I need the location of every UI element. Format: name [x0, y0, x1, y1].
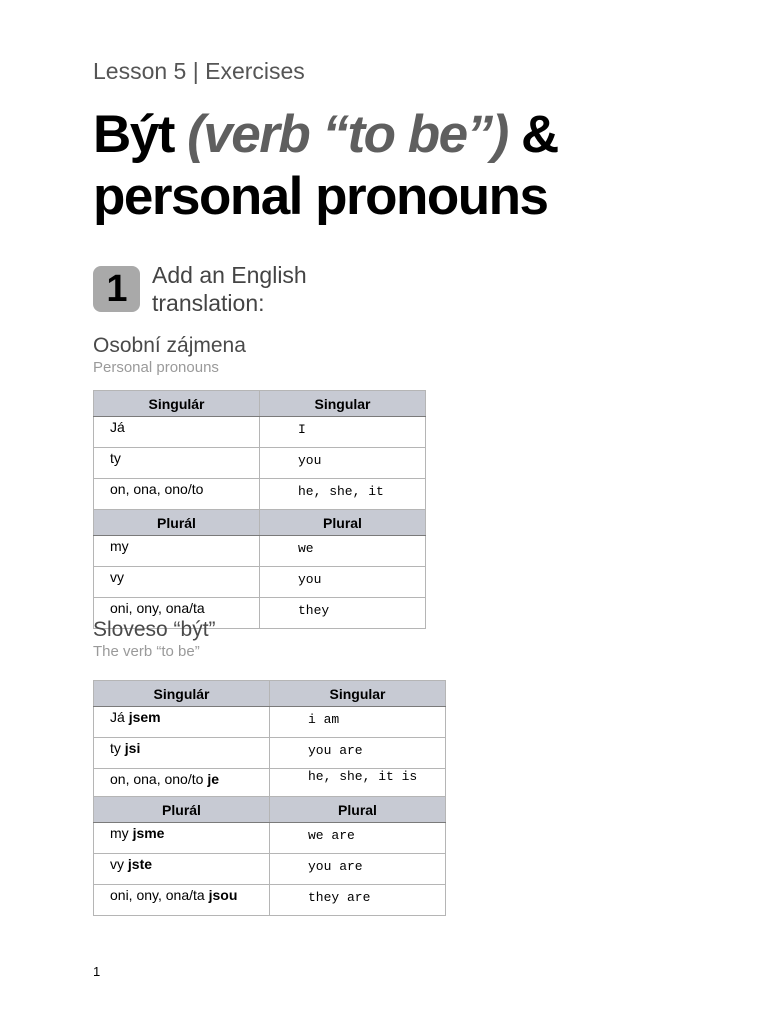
- czech-cell: ty: [94, 448, 260, 479]
- section-2-subtitle: The verb “to be”: [93, 643, 200, 660]
- column-header: Singular: [270, 681, 446, 707]
- english-answer-cell[interactable]: you are: [270, 738, 446, 769]
- table-row: [94, 536, 426, 567]
- english-answer-cell[interactable]: you are: [270, 854, 446, 885]
- czech-cell: [94, 823, 270, 854]
- column-header: Singulár: [94, 391, 260, 417]
- verb-form: jsou: [208, 887, 238, 903]
- verb-form: je: [207, 771, 219, 787]
- exercise-number-badge: 1: [93, 266, 140, 312]
- table-row: [94, 823, 446, 854]
- exercise-instruction: [152, 261, 307, 317]
- czech-cell: oni, ony, ona/ta: [94, 598, 260, 629]
- czech-cell: [94, 707, 270, 738]
- english-answer-cell[interactable]: you: [260, 567, 426, 598]
- page-title: [93, 104, 558, 228]
- personal-pronouns-table: [93, 390, 426, 629]
- english-answer-cell[interactable]: i am: [270, 707, 446, 738]
- czech-cell: [94, 769, 270, 797]
- table-row: [94, 854, 446, 885]
- table-row: [94, 479, 426, 510]
- title-line-1: [93, 104, 558, 166]
- pronoun-text: ty: [110, 740, 125, 756]
- english-answer-cell[interactable]: he, she, it: [260, 479, 426, 510]
- czech-cell: my: [94, 536, 260, 567]
- table-row: [94, 769, 446, 797]
- instruction-line-1: Add an English: [152, 262, 307, 288]
- czech-cell: vy: [94, 567, 260, 598]
- english-answer-cell[interactable]: we: [260, 536, 426, 567]
- title-ampersand: &: [507, 105, 558, 164]
- table-row: [94, 417, 426, 448]
- pronoun-text: vy: [110, 856, 128, 872]
- english-answer-cell[interactable]: they: [260, 598, 426, 629]
- table-row: [94, 567, 426, 598]
- english-answer-cell[interactable]: you: [260, 448, 426, 479]
- table-row: [94, 448, 426, 479]
- table-row: [94, 707, 446, 738]
- table-row: [94, 885, 446, 916]
- pronoun-text: my: [110, 825, 133, 841]
- section-1-title: Osobní zájmena: [93, 334, 246, 357]
- title-italic: (verb “to be”): [187, 105, 508, 164]
- section-2-title: Sloveso “být”: [93, 618, 216, 641]
- czech-cell: [94, 738, 270, 769]
- verb-form: jsme: [132, 825, 165, 841]
- pronoun-text: on, ona, ono/to: [110, 771, 208, 787]
- verb-form: jsi: [124, 740, 141, 756]
- czech-cell: [94, 885, 270, 916]
- english-answer-cell[interactable]: we are: [270, 823, 446, 854]
- column-header: Singulár: [94, 681, 270, 707]
- czech-cell: Já: [94, 417, 260, 448]
- column-header: Plural: [260, 510, 426, 536]
- title-line-2: personal pronouns: [93, 167, 548, 226]
- verb-form: jsem: [128, 709, 161, 725]
- czech-cell: on, ona, ono/to: [94, 479, 260, 510]
- table-row: [94, 738, 446, 769]
- english-answer-cell[interactable]: I: [260, 417, 426, 448]
- column-header: Plural: [270, 797, 446, 823]
- verb-to-be-table: [93, 680, 446, 916]
- section-1-subtitle: Personal pronouns: [93, 359, 219, 376]
- table-header-row: [94, 510, 426, 536]
- czech-cell: [94, 854, 270, 885]
- table-header-row: [94, 797, 446, 823]
- english-answer-cell[interactable]: he, she, it is: [270, 769, 446, 797]
- column-header: Singular: [260, 391, 426, 417]
- column-header: Plurál: [94, 510, 260, 536]
- pronoun-text: Já: [110, 709, 129, 725]
- table-header-row: [94, 391, 426, 417]
- instruction-line-2: translation:: [152, 290, 265, 316]
- lesson-label: Lesson 5 | Exercises: [93, 58, 305, 84]
- page-number: 1: [93, 964, 101, 979]
- pronoun-text: oni, ony, ona/ta: [110, 887, 209, 903]
- column-header: Plurál: [94, 797, 270, 823]
- title-main: Být: [93, 105, 188, 164]
- english-answer-cell[interactable]: they are: [270, 885, 446, 916]
- verb-form: jste: [127, 856, 153, 872]
- table-header-row: [94, 681, 446, 707]
